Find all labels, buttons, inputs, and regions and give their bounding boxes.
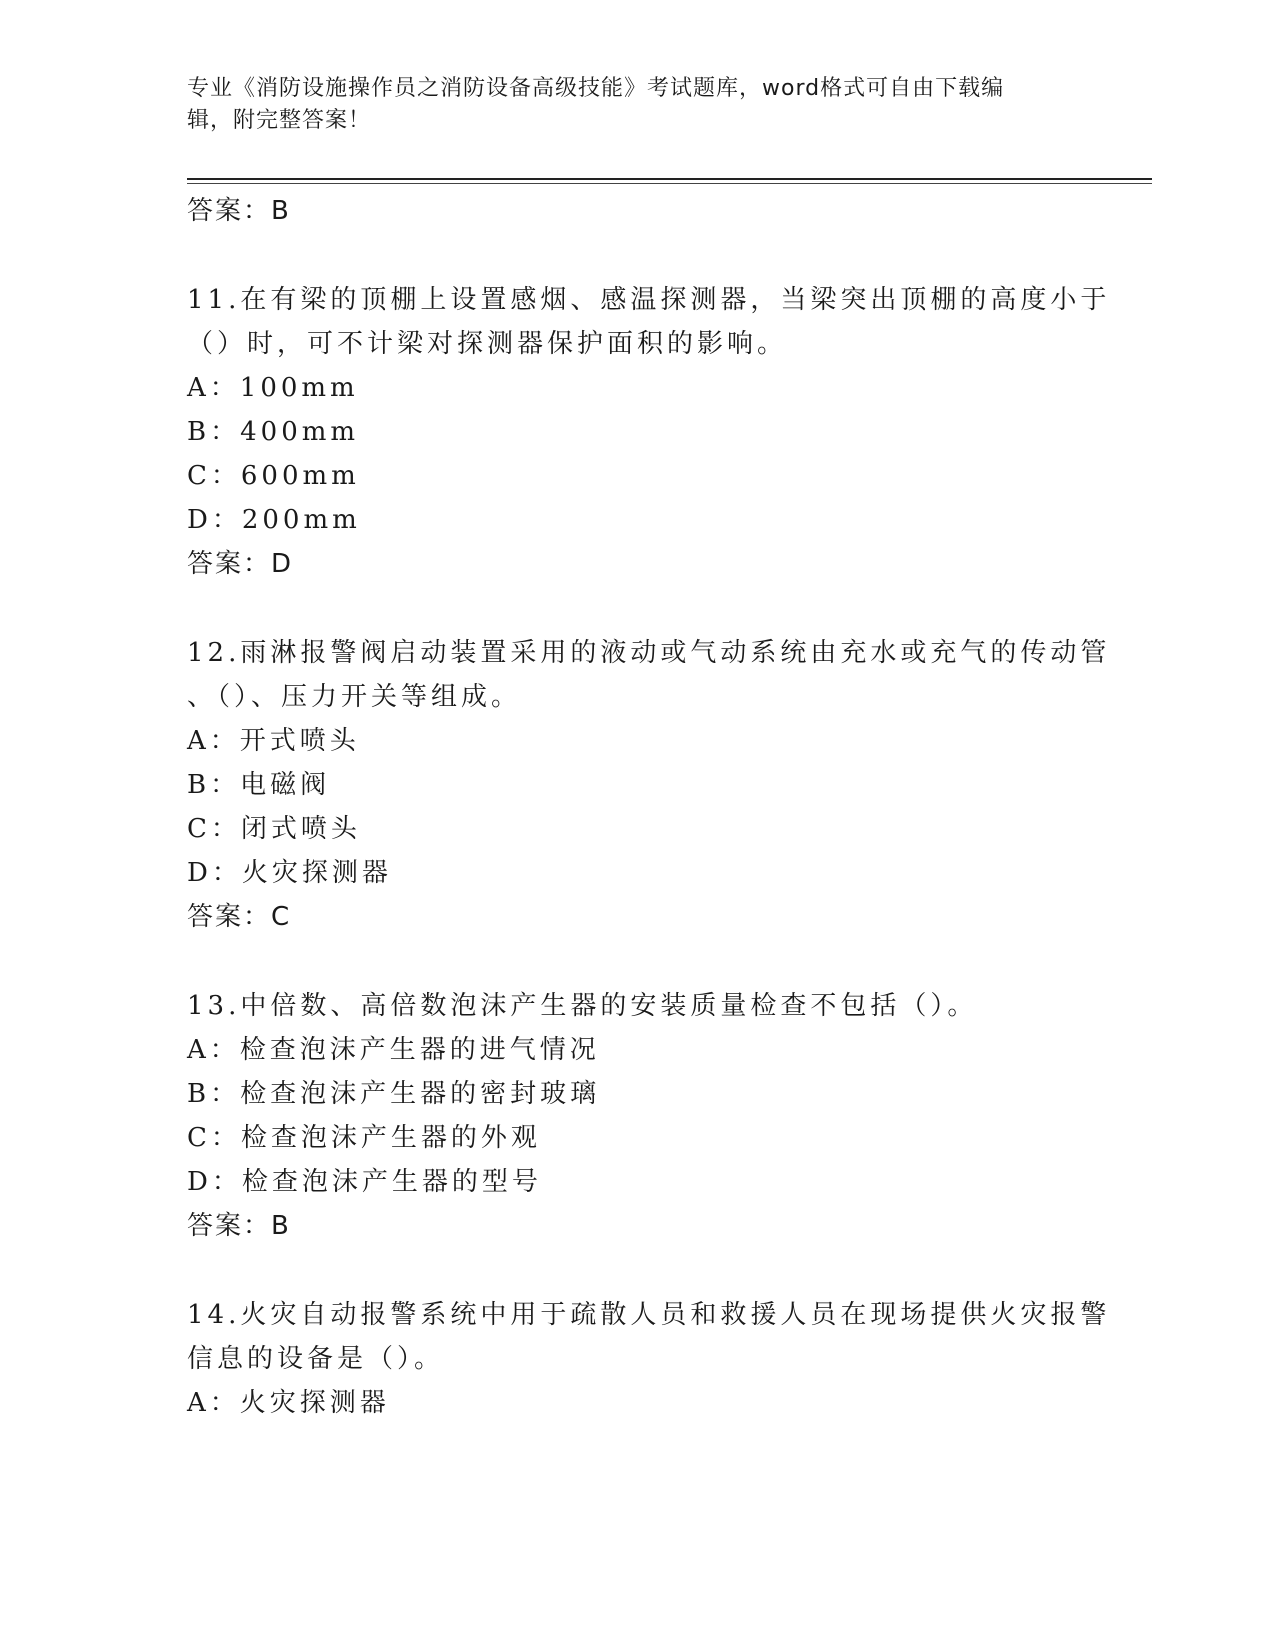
question-12-stem-line-2: 、（）、压力开关等组成。 xyxy=(187,682,522,712)
question-14-stem-line-2: 信息的设备是（）。 xyxy=(187,1344,445,1374)
header-rule-thick xyxy=(187,178,1152,180)
question-13-stem-line-1: 13.中倍数、高倍数泡沫产生器的安装质量检查不包括（）。 xyxy=(187,991,978,1021)
question-14-stem-line-1: 14.火灾自动报警系统中用于疏散人员和救援人员在现场提供火灾报警 xyxy=(187,1300,1111,1330)
question-13-option-c: C：检查泡沫产生器的外观 xyxy=(187,1123,541,1153)
document-header xyxy=(187,73,1067,137)
header-rule-thin xyxy=(187,183,1152,184)
question-12-option-b: B：电磁阀 xyxy=(187,770,331,800)
answer-previous: 答案：B xyxy=(187,196,291,226)
question-13-option-d: D：检查泡沫产生器的型号 xyxy=(187,1167,542,1197)
question-13-option-b: B：检查泡沫产生器的密封玻璃 xyxy=(187,1079,601,1109)
question-12-stem-line-1: 12.雨淋报警阀启动装置采用的液动或气动系统由充水或充气的传动管 xyxy=(187,638,1111,668)
question-12-option-c: C：闭式喷头 xyxy=(187,814,361,844)
question-11-option-d: D：200mm xyxy=(187,505,361,535)
question-11-option-b: B：400mm xyxy=(187,417,360,447)
question-11-answer: 答案：D xyxy=(187,549,294,579)
question-11-option-a: A：100mm xyxy=(187,373,359,403)
question-11-stem-line-2: （）时，可不计梁对探测器保护面积的影响。 xyxy=(187,329,788,359)
question-12-answer: 答案：C xyxy=(187,902,292,932)
question-11-option-c: C：600mm xyxy=(187,461,360,491)
header-line-1: 专业《消防设施操作员之消防设备高级技能》考试题库，word格式可自由下载编 xyxy=(187,76,1005,101)
question-13-option-a: A：检查泡沫产生器的进气情况 xyxy=(187,1035,600,1065)
question-14-option-a: A：火灾探测器 xyxy=(187,1388,390,1418)
header-line-2: 辑，附完整答案！ xyxy=(187,108,372,133)
question-13-answer: 答案：B xyxy=(187,1211,291,1241)
question-12-option-d: D：火灾探测器 xyxy=(187,858,392,888)
question-11-stem-line-1: 11.在有梁的顶棚上设置感烟、感温探测器，当梁突出顶棚的高度小于 xyxy=(187,285,1111,315)
question-12-option-a: A：开式喷头 xyxy=(187,726,360,756)
